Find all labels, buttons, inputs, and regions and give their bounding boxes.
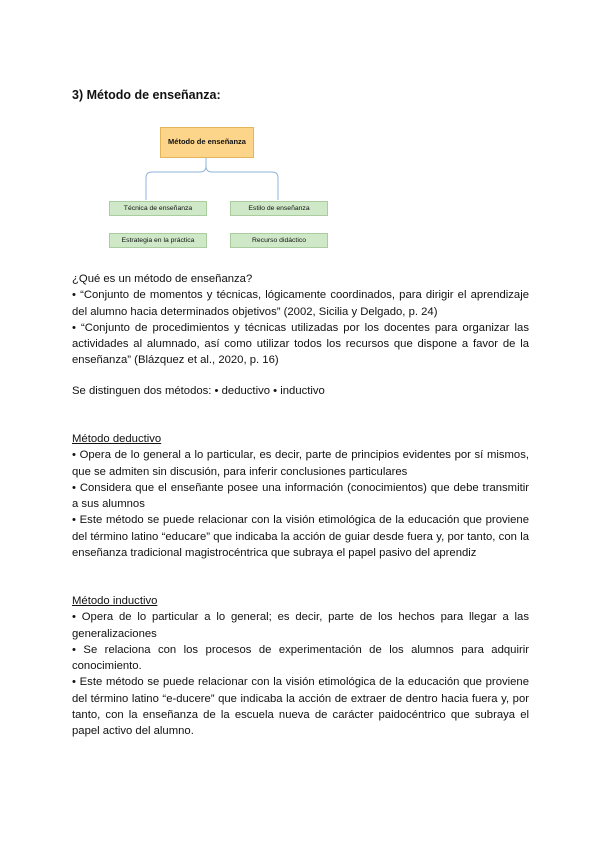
inductive-bullet: • Se relaciona con los procesos de experimentación de los alumnos para adquirir conocimiento. — [72, 643, 529, 673]
deductive-section — [72, 431, 529, 561]
inductive-section — [72, 593, 529, 740]
diagram-root-node: Método de enseñanza — [160, 127, 254, 158]
deductive-bullet: • Considera que el enseñante posee una información (conocimientos) que debe transmitir a sus alumnos — [72, 481, 529, 511]
section-title: 3) Método de enseñanza: — [72, 88, 221, 102]
deductive-bullet: • Opera de lo general a lo particular, es decir, parte de principios evidentes por sí mismos, que se admiten sin discusión, para inferir conclusiones particulares — [72, 449, 529, 478]
diagram-node-tecnica: Técnica de enseñanza — [109, 201, 207, 216]
definition-section — [72, 271, 529, 369]
diagram-node-recurso: Recurso didáctico — [230, 233, 328, 248]
inductive-heading: Método inductivo — [72, 595, 158, 607]
inductive-bullet: • Opera de lo particular a lo general; es decir, parte de los hechos para llegar a las generalizaciones — [72, 611, 529, 640]
definition-bullet: • “Conjunto de momentos y técnicas, lógicamente coordinados, para dirigir el aprendizaje del alumno hacia determinados objetivos” (2002, Sicilia y Delgado, p. 24) — [72, 289, 529, 318]
methods-summary-section — [72, 383, 529, 399]
definition-bullet: • “Conjunto de procedimientos y técnicas utilizadas por los docentes para organizar las actividades al alumnado, así como utilizar todos los recursos que dispone a favor de la enseñanza” (Blázquez et al., 2020, p. 16) — [72, 321, 529, 367]
deductive-heading: Método deductivo — [72, 433, 162, 445]
definition-heading: ¿Qué es un método de enseñanza? — [72, 273, 253, 285]
connector-brace — [146, 166, 278, 178]
deductive-bullet: • Este método se puede relacionar con la visión etimológica de la educación que proviene del término latino “educare” que indicaba la acción de guiar desde fuera y, por tanto, con la enseñanza tradicional magistrocéntrica que subraya el papel pasivo del aprendiz — [72, 514, 529, 560]
inductive-bullet: • Este método se puede relacionar con la visión etimológica de la educación que proviene del término latino “e-ducere” que indicaba la acción de extraer de dentro hacia fuera y, por tanto, con la enseñanza de la escuela nueva de carácter paidocéntrico que subraya el papel activo del alumno. — [72, 676, 529, 738]
diagram-node-estilo: Estilo de enseñanza — [230, 201, 328, 216]
methods-summary: Se distinguen dos métodos: • deductivo • inductivo — [72, 385, 325, 397]
diagram-node-estrategia: Estrategia en la práctica — [109, 233, 207, 248]
